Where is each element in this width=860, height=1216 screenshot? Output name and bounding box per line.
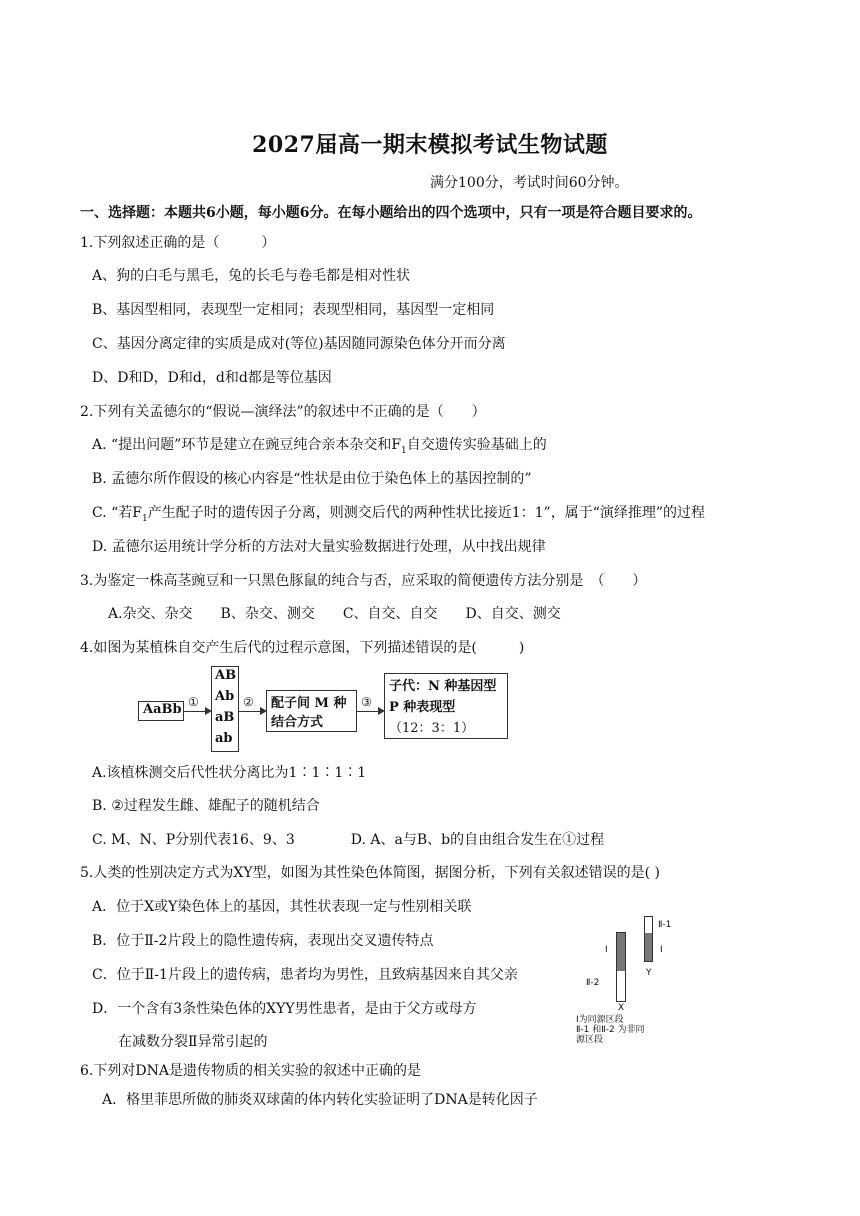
diagram-combination-line-1: 配子间 M 种 [271, 696, 347, 711]
question-2-option-c: C. “若$F_1$产生配子时的遗传因子分离，则测交后代的两种性状比接近1：1”，属于“演绎推理”的过程 [92, 505, 706, 524]
y-chromosome [644, 916, 653, 962]
label-II-1: Ⅱ-1 [658, 920, 672, 930]
diagram-offspring-line-1: 子代：N 种基因型 [389, 679, 497, 694]
question-4-options-cd: C. M、N、P分别代表16、9、3 D. A、a与B、b的自由组合发生在①过程 [92, 832, 605, 848]
label-II-2: Ⅱ-2 [586, 978, 600, 988]
question-2-stem: 2.下列有关孟德尔的“假说—演绎法”的叙述中不正确的是（ ） [80, 404, 486, 420]
diagram-step-2-label: ② [243, 695, 254, 709]
diagram-offspring-line-2: P 种表现型 [389, 700, 456, 715]
figure-caption-line-1: Ⅰ为同源区段 [576, 1015, 624, 1025]
diagram-arrow-3 [357, 711, 383, 712]
diagram-arrow-2 [239, 711, 265, 712]
question-4-diagram [138, 666, 518, 752]
diagram-parent-genotype: AaBb [143, 702, 182, 717]
question-5-option-d-continued: 在减数分裂Ⅱ异常引起的 [118, 1034, 268, 1050]
question-2-option-d: D. 孟德尔运用统计学分析的方法对大量实验数据进行处理，从中找出规律 [92, 539, 546, 555]
question-6-stem: 6.下列对DNA是遗传物质的相关实验的叙述中正确的是 [80, 1063, 421, 1079]
label-Y: Y [646, 968, 652, 978]
question-5-option-c: C．位于Ⅱ-1片段上的遗传病，患者均为男性，且致病基因来自其父亲 [92, 967, 518, 983]
diagram-gamete-ab: ab [215, 731, 233, 746]
question-1-option-b: B、基因型相同，表现型一定相同；表现型相同，基因型一定相同 [92, 302, 495, 318]
label-X: X [618, 1003, 625, 1013]
question-1-option-d: D、D和D，D和d，d和d都是等位基因 [92, 370, 332, 386]
section-heading: 一、选择题：本题共6小题，每小题6分。在每小题给出的四个选项中，只有一项是符合题目要求的。 [80, 205, 702, 221]
question-4-stem: 4.如图为某植株自交产生后代的过程示意图，下列描述错误的是( ) [80, 640, 525, 656]
question-5-option-a: A．位于X或Y染色体上的基因，其性状表现一定与性别相关联 [92, 899, 472, 915]
diagram-gamete-Ab: Ab [215, 689, 235, 704]
diagram-gamete-AB: AB [215, 668, 237, 683]
question-3-stem: 3.为鉴定一株高茎豌豆和一只黑色豚鼠的纯合与否，应采取的简便遗传方法分别是 （ ） [80, 573, 647, 589]
question-5-stem: 5.人类的性别决定方式为XY型，如图为其性染色体简图，据图分析，下列有关叙述错误的是( ) [80, 865, 660, 881]
question-5-chromosome-figure [572, 912, 692, 1045]
question-1-option-a: A、狗的白毛与黑毛，兔的长毛与卷毛都是相对性状 [92, 268, 411, 284]
diagram-arrow-1 [184, 711, 210, 712]
question-3-options: A.杂交、杂交 B、杂交、测交 C、自交、自交 D、自交、测交 [108, 606, 561, 622]
question-1-option-c: C、基因分离定律的实质是成对(等位)基因随同源染色体分开而分离 [92, 336, 506, 352]
x-chromosome [616, 932, 626, 1002]
diagram-combination-line-2: 结合方式 [271, 715, 324, 730]
diagram-step-3-label: ③ [361, 695, 372, 709]
diagram-offspring-line-3: （12：3：1） [389, 721, 475, 736]
question-4-option-b: B. ②过程发生雌、雄配子的随机结合 [92, 798, 320, 814]
question-2-option-b: B. 孟德尔所作假设的核心内容是“性状是由位于染色体上的基因控制的” [92, 471, 532, 487]
label-I-y: Ⅰ [660, 945, 663, 955]
figure-caption-line-2: Ⅱ-1 和Ⅱ-2 为非同 [576, 1025, 645, 1035]
exam-subtitle: 满分100分，考试时间60分钟。 [430, 175, 629, 191]
diagram-step-1-label: ① [188, 695, 199, 709]
question-6-option-a: A．格里菲思所做的肺炎双球菌的体内转化实验证明了DNA是转化因子 [102, 1092, 538, 1108]
question-2-option-a: A. “提出问题”环节是建立在豌豆纯合亲本杂交和$F_1$自交遗传实验基础上的 [92, 437, 547, 456]
question-5-option-d: D．一个含有3条性染色体的XYY男性患者，是由于父方或母方 [92, 1001, 477, 1017]
question-1-stem: 1.下列叙述正确的是（ ） [80, 235, 276, 251]
question-5-option-b: B．位于Ⅱ-2片段上的隐性遗传病，表现出交叉遗传特点 [92, 933, 434, 949]
figure-caption-line-3: 源区段 [576, 1035, 604, 1045]
question-4-option-a: A.该植株测交后代性状分离比为1∶1∶1∶1 [92, 765, 367, 781]
exam-title: 2027届高一期末模拟考试生物试题 [252, 132, 608, 158]
diagram-gamete-aB: aB [215, 710, 235, 725]
label-I-x: Ⅰ [605, 945, 608, 955]
